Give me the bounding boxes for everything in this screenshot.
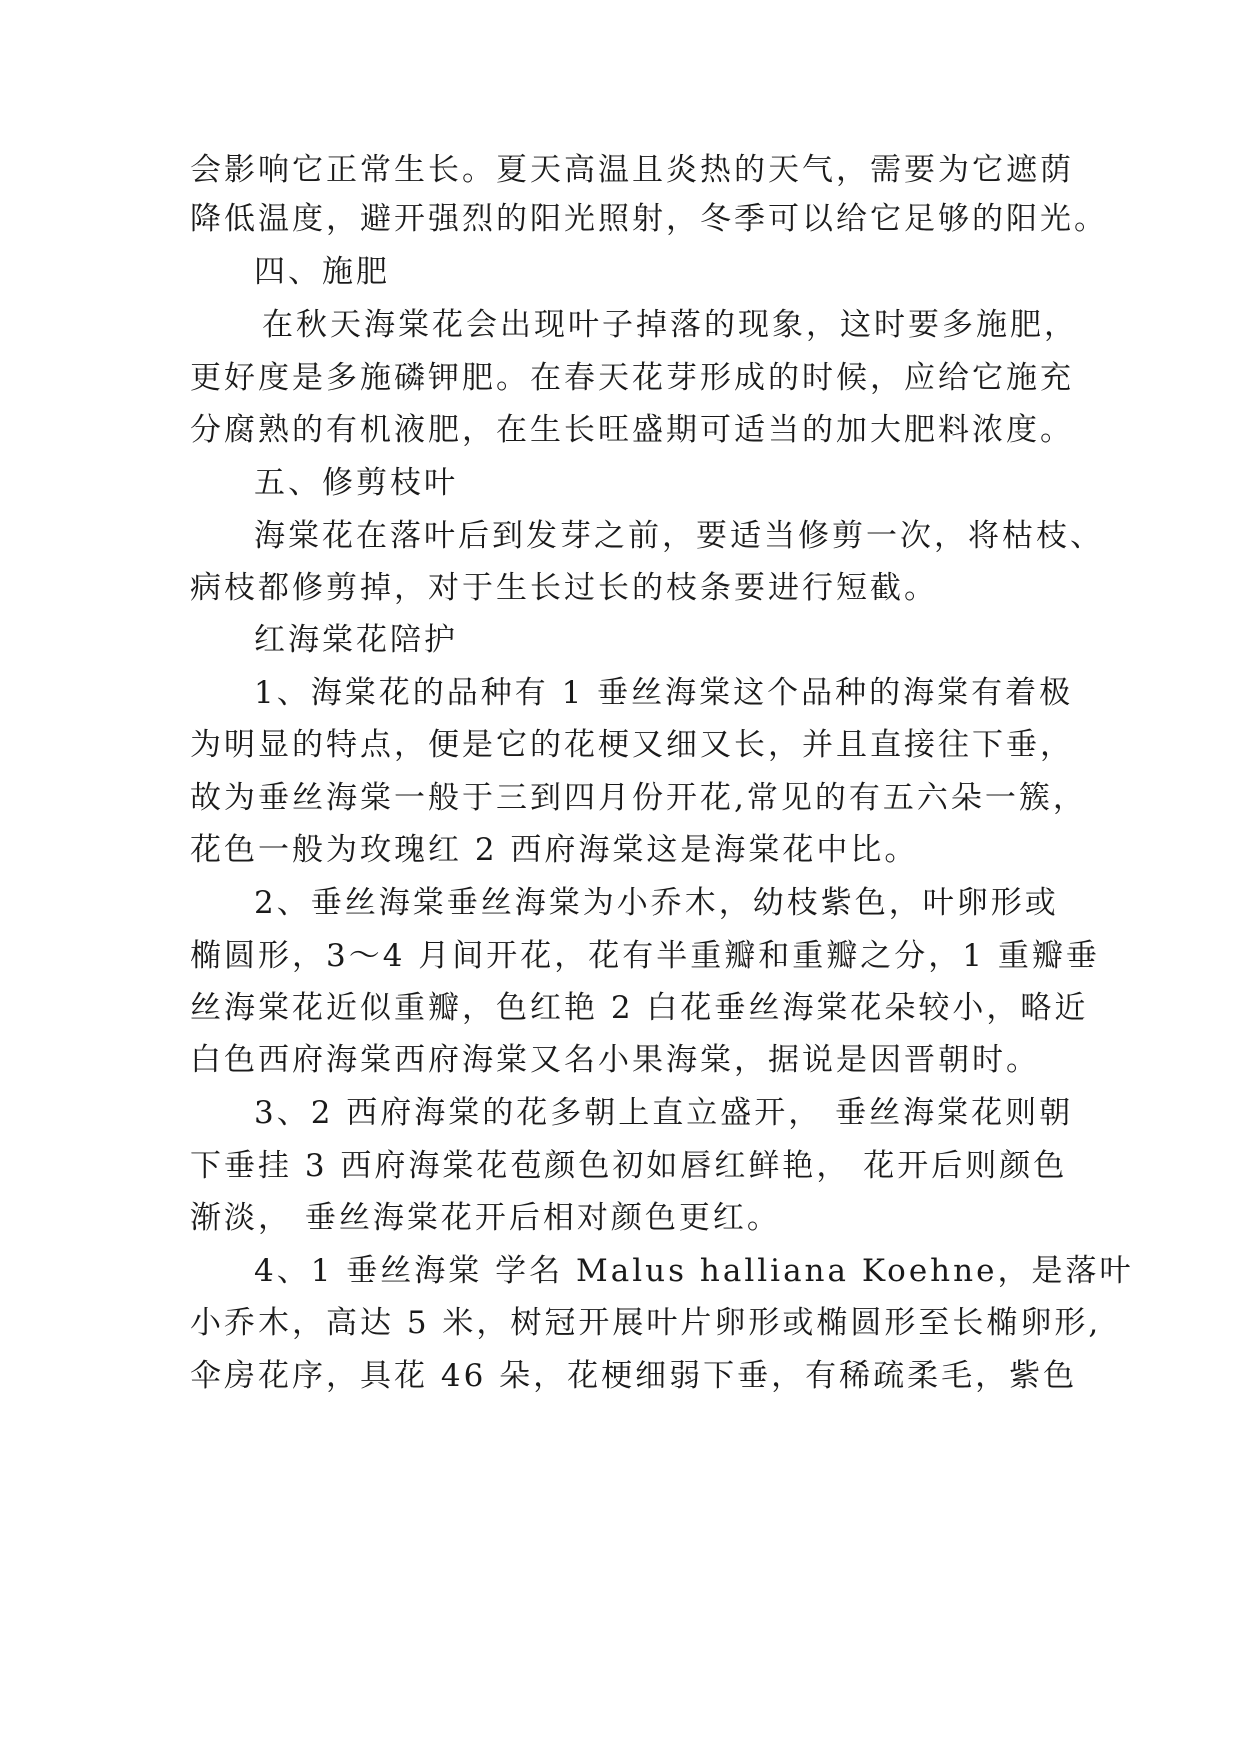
text-line: 小乔木，高达 5 米，树冠开展叶片卵形或椭圆形至长椭卵形, — [190, 1305, 1102, 1341]
text-line: 4、1 垂丝海棠 学名 Malus halliana Koehne，是落叶 — [254, 1253, 1134, 1289]
text-line: 丝海棠花近似重瓣，色红艳 2 白花垂丝海棠花朵较小，略近 — [190, 990, 1089, 1026]
text-line: 病枝都修剪掉，对于生长过长的枝条要进行短截。 — [190, 570, 938, 606]
text-line: 在秋天海棠花会出现叶子掉落的现象，这时要多施肥， — [262, 307, 1078, 343]
text-line: 海棠花在落叶后到发芽之前，要适当修剪一次，将枯枝、 — [254, 518, 1104, 554]
section-heading: 红海棠花陪护 — [254, 622, 458, 658]
text-line: 下垂挂 3 西府海棠花苞颜色初如唇红鲜艳， 花开后则颜色 — [190, 1148, 1068, 1184]
text-line: 会影响它正常生长。夏天高温且炎热的天气，需要为它遮荫 — [190, 152, 1074, 188]
text-line: 渐淡， 垂丝海棠花开后相对颜色更红。 — [190, 1200, 781, 1236]
text-line: 白色西府海棠西府海棠又名小果海棠，据说是因晋朝时。 — [190, 1042, 1040, 1078]
text-line: 3、2 西府海棠的花多朝上直立盛开， 垂丝海棠花则朝 — [254, 1095, 1074, 1131]
text-line: 1、海棠花的品种有 1 垂丝海棠这个品种的海棠有着极 — [254, 675, 1074, 711]
text-line: 伞房花序，具花 46 朵，花梗细弱下垂，有稀疏柔毛，紫色 — [190, 1358, 1078, 1394]
text-line: 故为垂丝海棠一般于三到四月份开花,常见的有五六朵一簇， — [190, 780, 1087, 816]
text-line: 2、垂丝海棠垂丝海棠为小乔木，幼枝紫色，叶卵形或 — [254, 885, 1059, 921]
section-heading: 五、修剪枝叶 — [254, 465, 458, 501]
text-line: 椭圆形，3～4 月间开花，花有半重瓣和重瓣之分，1 重瓣垂 — [190, 938, 1100, 974]
text-line: 花色一般为玫瑰红 2 西府海棠这是海棠花中比。 — [190, 832, 919, 868]
text-line: 分腐熟的有机液肥，在生长旺盛期可适当的加大肥料浓度。 — [190, 412, 1074, 448]
text-line: 更好度是多施磷钾肥。在春天花芽形成的时候，应给它施充 — [190, 360, 1074, 396]
text-line: 为明显的特点，便是它的花梗又细又长，并且直接往下垂， — [190, 727, 1074, 763]
section-heading: 四、施肥 — [254, 254, 390, 290]
text-line: 降低温度，避开强烈的阳光照射，冬季可以给它足够的阳光。 — [190, 201, 1108, 237]
